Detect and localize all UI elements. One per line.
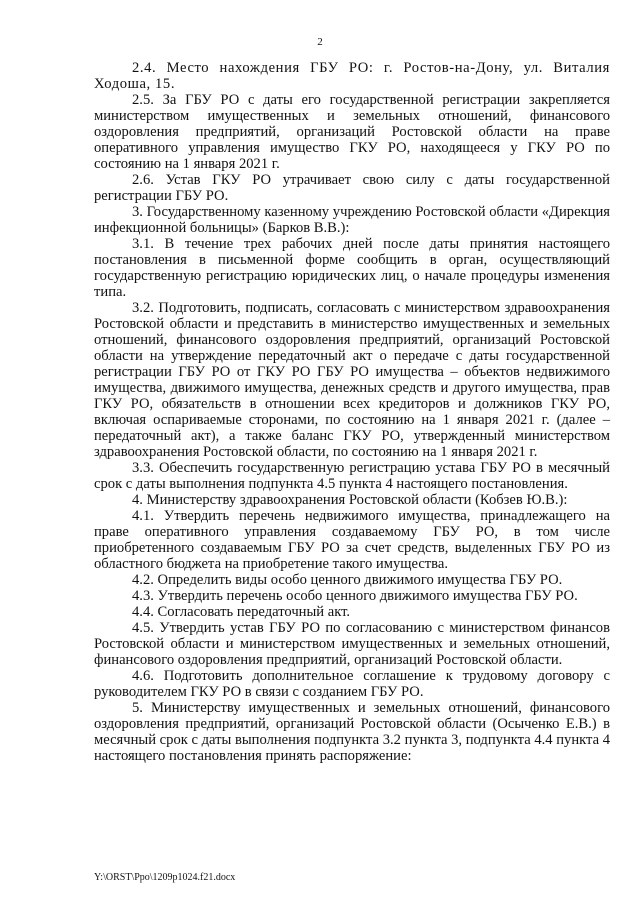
paragraph-4-1: 4.1. Утвердить перечень недвижимого имущества, принадлежащего на праве оперативного управления создаваемому ГБУ РО, в том числе приобретенного создаваемым ГБУ РО за счет средств, выделенных ГБУ РО из областного бюджета на приобретение такого имущества. [94, 508, 610, 572]
paragraph-3-2: 3.2. Подготовить, подписать, согласовать с министерством здравоохранения Ростовской области и представить в министерство имущественных и земельных отношений, финансового оздоровления предприятий, организаций Ростовской области на утверждение передаточный акт о передаче с даты государственной регистрации ГБУ РО от ГКУ РО ГБУ РО имущества – объектов недвижимого имущества, движимого имущества, денежных средств и другого имущества, прав ГКУ РО, обязательств в отношении всех кредиторов и должников ГКУ РО, включая оспариваемые сторонами, по состоянию на 1 января 2021 г. (далее – передаточный акт), а также баланс ГКУ РО, утвержденный министерством здравоохранения Ростовской области, по состоянию на 1 января 2021 г. [94, 300, 610, 460]
paragraph-4: 4. Министерству здравоохранения Ростовской области (Кобзев Ю.В.): [132, 492, 568, 508]
paragraph-2-6: 2.6. Устав ГКУ РО утрачивает свою силу с даты государственной регистрации ГБУ РО. [94, 172, 610, 204]
paragraph-5: 5. Министерству имущественных и земельных отношений, финансового оздоровления предприятий, организаций Ростовской области (Осыченко Е.В.) в месячный срок с даты выполнения подпункта 3.2 пункта 3, подпункта 4.4 пункта 4 настоящего постановления принять распоряжение: [94, 700, 611, 764]
paragraph-3: 3. Государственному казенному учреждению Ростовской области «Дирекция инфекционной больницы» (Барков В.В.): [94, 204, 610, 236]
paragraph-2-5: 2.5. За ГБУ РО с даты его государственной регистрации закрепляется министерством имущественных и земельных отношений, финансового оздоровления предприятий, организаций Ростовской области на праве оперативного управления имущество ГКУ РО, находящееся у ГКУ РО по состоянию на 1 января 2021 г. [94, 92, 610, 172]
footer-file-path: Y:\ORST\Ppo\1209p1024.f21.docx [94, 872, 236, 883]
paragraph-3-3: 3.3. Обеспечить государственную регистрацию устава ГБУ РО в месячный срок с даты выполнения подпункта 4.5 пункта 4 настоящего постановления. [94, 460, 610, 492]
paragraph-4-6: 4.6. Подготовить дополнительное соглашение к трудовому договору с руководителем ГКУ РО в связи с созданием ГБУ РО. [94, 668, 610, 700]
paragraph-4-4: 4.4. Согласовать передаточный акт. [132, 604, 351, 620]
document-body [94, 60, 610, 764]
paragraph-3-1: 3.1. В течение трех рабочих дней после даты принятия настоящего постановления в письменной форме сообщить в орган, осуществляющий государственную регистрацию юридических лиц, о начале процедуры изменения типа. [94, 236, 610, 300]
paragraph-4-3: 4.3. Утвердить перечень особо ценного движимого имущества ГБУ РО. [132, 588, 578, 604]
paragraph-4-5: 4.5. Утвердить устав ГБУ РО по согласованию с министерством финансов Ростовской области и министерством имущественных и земельных отношений, финансового оздоровления предприятий, организаций Ростовской области. [94, 620, 610, 668]
paragraph-2-4: 2.4. Место нахождения ГБУ РО: г. Ростов-на-Дону, ул. Виталия Ходоша, 15. [94, 60, 610, 92]
page-number: 2 [317, 36, 323, 48]
paragraph-4-2: 4.2. Определить виды особо ценного движимого имущества ГБУ РО. [132, 572, 563, 588]
